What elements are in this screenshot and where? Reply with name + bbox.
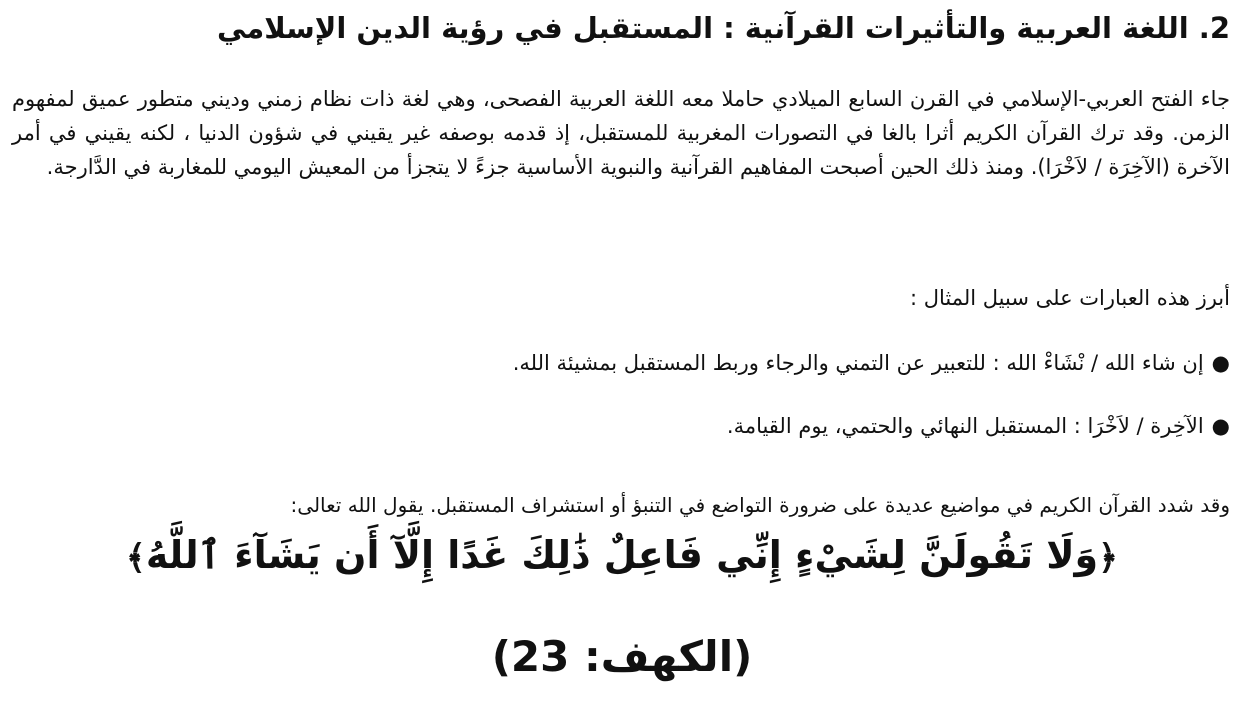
list-item-text: إن شاء الله / نْشَاءْ الله : للتعبير عن التمني والرجاء وربط المستقبل بمشيئة الله. [512,351,1204,375]
body-paragraph: جاء الفتح العربي-الإسلامي في القرن السابع الميلادي حاملا معه اللغة العربية الفصحى، وهي لغة ذات نظام زمني وديني متطور عميق لمفهوم الزمن. وقد ترك القرآن الكريم أثرا بالغا في التصورات المغربية للمستقبل، إذ قدمه بوصفه غير يقيني في شؤون الدنيا ، لكنه يقيني في أمر الآخرة (الآخِرَة / لاَخْرَا). ومنذ ذلك الحين أصبحت المفاهيم القرآنية والنبوية الأساسية جزءً لا يتجزأ من المعيش اليومي للمغاربة في الدَّارجة. [12,87,1230,179]
examples-intro: أبرز هذه العبارات على سبيل المثال : [909,286,1230,310]
verse-close-ornament: ﴾ [125,537,146,578]
closing-sentence: وقد شدد القرآن الكريم في مواضيع عديدة على ضرورة التواضع في التنبؤ أو استشراف المستقبل. يقول الله تعالى: [290,493,1230,517]
verse-reference: (الكهف: 23) [491,632,753,681]
section-heading: 2. اللغة العربية والتأثيرات القرآنية : المستقبل في رؤية الدين الإسلامي [216,11,1230,45]
verse-text: وَلَا تَقُولَنَّ لِشَيْءٍ إِنِّي فَاعِلٌ ذَٰلِكَ غَدًا إِلَّآ أَن يَشَآءَ ٱللَّهُ [145,533,1099,577]
list-item-text: الآخِرة / لاَخْرَا : المستقبل النهائي والحتمي، يوم القيامة. [726,414,1204,438]
bullet-icon: ● [1211,414,1230,438]
list-item [513,346,1230,380]
verse-open-ornament: ﴿ [1098,537,1119,578]
list-item [513,409,1230,443]
examples-list [513,346,1230,472]
quran-verse [0,520,1244,593]
bullet-icon: ● [1211,351,1230,375]
